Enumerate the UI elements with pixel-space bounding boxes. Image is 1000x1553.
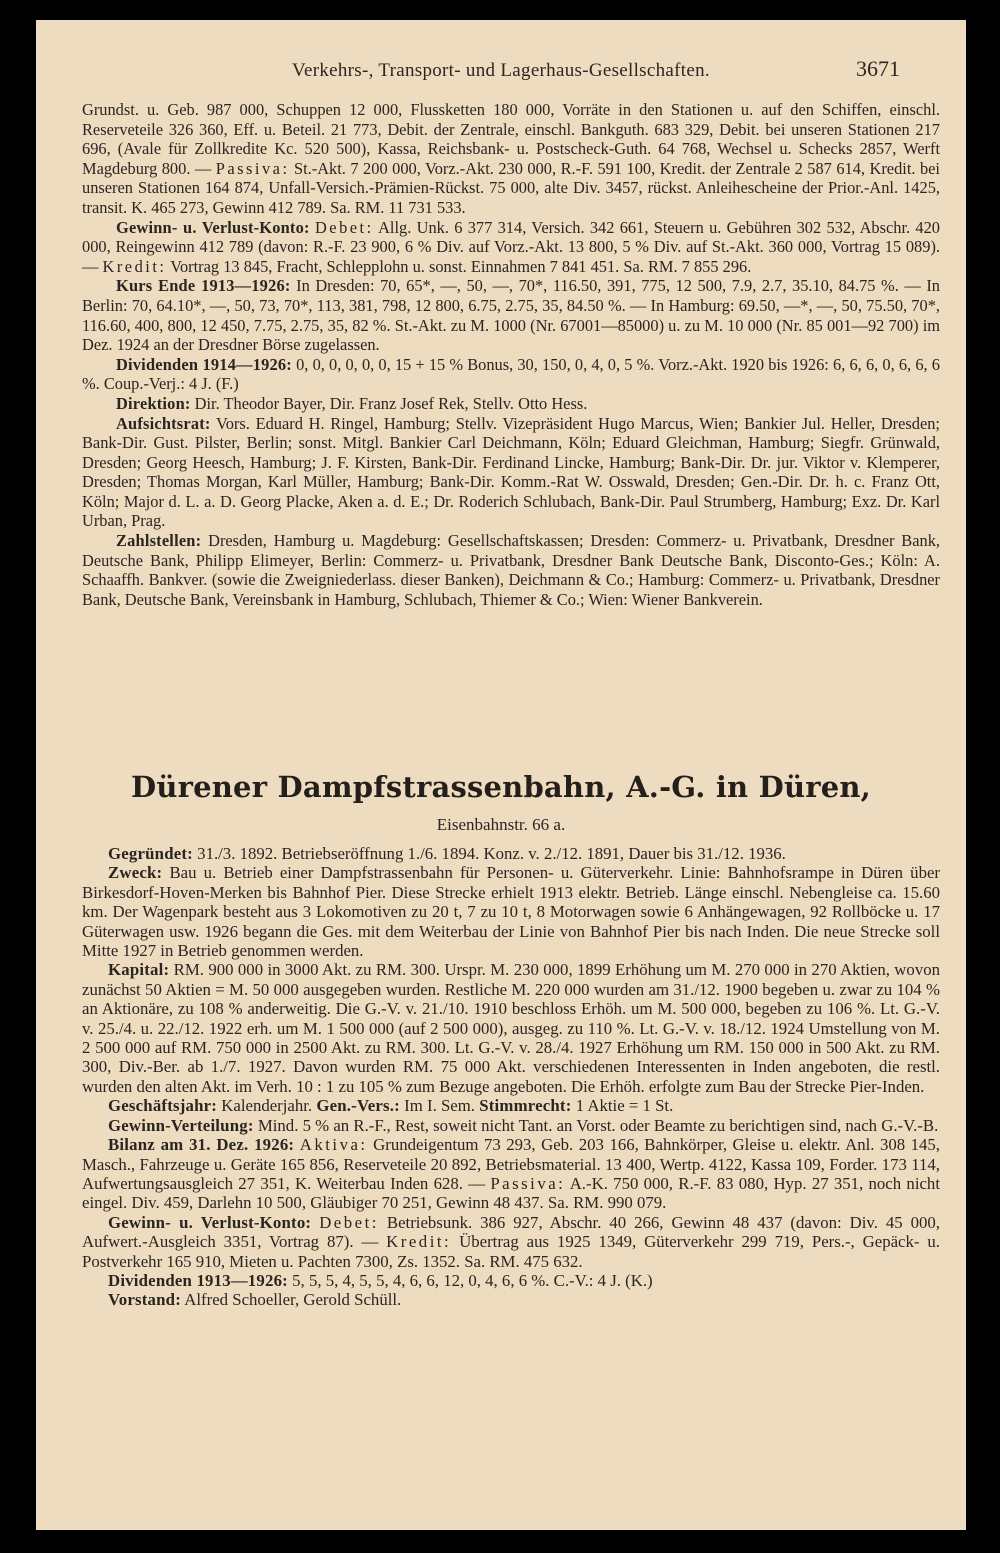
page-number: 3671 bbox=[856, 56, 900, 81]
dividends-paragraph bbox=[82, 355, 940, 394]
passiva-word: Passiva: bbox=[490, 1173, 566, 1193]
zahlstellen-paragraph bbox=[82, 531, 940, 609]
gegruendet-label: Gegründet: bbox=[108, 844, 193, 863]
voting-right-label: Stimmrecht: bbox=[479, 1096, 572, 1116]
debet-word: Debet: bbox=[319, 1212, 379, 1232]
balance-continuation-text: Grundst. u. Geb. 987 000, Schuppen 12 000, Flussketten 180 000, Vorräte in den Stationen u. auf den Schiffen, einschl. Reserveteile 326 360, Eff. u. Beteil. 21 773, Debit. der Zentrale, einschl. Bankguth. 683 329, Debit. bei unseren Stationen 217 696, (Avale für Zollkredite Kc. 520 500), Kassa, Reichsbank- u. Postscheck-Guth. 64 768, Wechsel u. Schecks 2857, Werft Magdeburg 800. — bbox=[82, 100, 940, 178]
aufsichtsrat-label: Aufsichtsrat: bbox=[116, 413, 211, 433]
passiva-word: Passiva: bbox=[215, 158, 290, 178]
balance-sheet-label: Bilanz am 31. Dez. 1926: bbox=[108, 1135, 295, 1155]
aufsichtsrat-paragraph bbox=[82, 414, 940, 532]
direktion-paragraph bbox=[82, 394, 940, 414]
fiscal-year-paragraph bbox=[82, 1096, 940, 1115]
vorstand-paragraph bbox=[82, 1290, 940, 1309]
company-address: Eisenbahnstr. 66 a. bbox=[436, 815, 566, 834]
profit-distribution-paragraph bbox=[82, 1116, 940, 1135]
general-meeting-text: Im I. Sem. bbox=[404, 1096, 475, 1116]
passiva-text: A.-K. 750 000, R.-F. 83 080, Hyp. 27 351, noch nicht eingel. Div. 459, Darlehn 10 500, Gläubiger 70 251, Gewinn 48 437. Sa. RM. 990 079. bbox=[82, 1173, 940, 1213]
profit-loss-label: Gewinn- u. Verlust-Konto: bbox=[108, 1212, 312, 1232]
page-header bbox=[36, 56, 966, 100]
kredit-text: Vortrag 13 845, Fracht, Schlepplohn u. sonst. Einnahmen 7 841 451. Sa. RM. 7 855 296. bbox=[170, 256, 752, 276]
direktion-text: Dir. Theodor Bayer, Dir. Franz Josef Rek, Stellv. Otto Hess. bbox=[194, 393, 588, 413]
balance-continuation bbox=[82, 100, 940, 218]
kredit-word: Kredit: bbox=[386, 1232, 452, 1252]
dividends-text: 5, 5, 5, 4, 5, 5, 4, 6, 6, 12, 0, 4, 6, 6 %. C.-V.: 4 J. (K.) bbox=[292, 1270, 653, 1290]
profit-loss-paragraph bbox=[82, 1213, 940, 1271]
dividends-label: Dividenden 1914—1926: bbox=[116, 354, 292, 374]
zweck-paragraph bbox=[82, 863, 940, 960]
debet-text: Allg. Unk. 6 377 314, Versich. 342 661, Steuern u. Gebühren 302 532, Abschr. 420 000, Reingewinn 412 789 (davon: R.-F. 23 900, 6 % Div. auf Vorz.-Akt. 13 800, 5 % Div. auf St.-Akt. 360 000, Vortrag 15 089). — bbox=[82, 217, 940, 276]
gegruendet-paragraph bbox=[82, 844, 940, 863]
kurs-text: In Dresden: 70, 65*, —, 50, —, 70*, 116.50, 391, 775, 12 500, 7.9, 2.7, 35.10, 84.75 %. — In Berlin: 70, 64.10*, —, 50, 73, 70*, 113, 381, 798, 12 800, 6.75, 2.75, 35, 84.50 %. — In Hamburg: 69.50, —*, —, 50, 75.50, 70*, 116.60, 400, 800, 12 450, 7.75, 2.75, 35, 82 %. St.-Akt. zu M. 1000 (Nr. 67001—85000) u. zu M. 10 000 (Nr. 85 001—92 700) im Dez. 1924 an der Dresdner Börse zugelassen. bbox=[82, 276, 940, 355]
document-page bbox=[36, 20, 966, 1530]
company-section bbox=[82, 844, 940, 1310]
kapital-text: RM. 900 000 in 3000 Akt. zu RM. 300. Urspr. M. 230 000, 1899 Erhöhung um M. 270 000 in 270 Aktien, wovon zunächst 50 Aktien = M. 50 000 ausgegeben wurden. Restliche M. 220 000 wurden am 31./12. 1900 begeben u. zwar zu 104 % an Aktionäre, zu 108 % anderweitig. Die G.-V. v. 21./10. 1910 beschloss Erhöh. um M. 500 000, begeben zu 106 %. Lt. G.-V. v. 25./4. u. 22./12. 1922 erh. um M. 1 500 000 (auf 2 500 000), ausgeg. zu 110 %. Lt. G.-V. v. 18./12. 1924 Umstellung von M. 2 500 000 auf RM. 750 000 in 2500 Akt. zu RM. 300. Lt. G.-V. v. 28./4. 1927 Erhöhung um RM. 150 000 in 500 Akt. zu RM. 300, Div.-Ber. ab 1./7. 1927. Davon wurden RM. 75 000 Akt. verschiedenen Interessenten in Inden angeboten, die restl. wurden den alten Akt. im Verh. 10 : 1 zu 105 % zum Bezuge angeboten. Die Erhöh. erfolgte zum Bau der Strecke Pier-Inden. bbox=[82, 960, 940, 1096]
kurs-paragraph bbox=[82, 276, 940, 354]
aufsichtsrat-text: Vors. Eduard H. Ringel, Hamburg; Stellv. Vizepräsident Hugo Marcus, Wien; Bankier Jul. Heller, Dresden; Bank-Dir. Gust. Pilster, Berlin; sonst. Mitgl. Bankier Carl Deichmann, Köln; Eduard Gleichman, Hamburg; Siegfr. Grünwald, Dresden; Georg Heesch, Hamburg; J. F. Kirsten, Bank-Dir. Ferdinand Lincke, Hamburg; Bank-Dir. Dr. jur. Viktor v. Klemperer, Dresden; Thomas Morgan, Karl Müller, Hamburg; Bank-Dir. Komm.-Rat W. Osswald, Dresden; Gen.-Dir. Dr. h. c. Franz Ott, Köln; Major d. L. a. D. Georg Placke, Aken a. d. E.; Dr. Roderich Schlubach, Bank-Dir. Paul Strumberg, Hamburg; Exz. Dr. Karl Urban, Prag. bbox=[82, 413, 940, 531]
profit-loss-label: Gewinn- u. Verlust-Konto: bbox=[116, 217, 310, 237]
kredit-text: Übertrag aus 1925 1349, Güterverkehr 299 719, Pers.-, Gepäck- u. Postverkehr 165 910, Mieten u. Pachten 7300, Zs. 1352. Sa. RM. 475 632. bbox=[82, 1232, 940, 1271]
vorstand-text: Alfred Schoeller, Gerold Schüll. bbox=[184, 1290, 402, 1310]
running-title: Verkehrs-, Transport- und Lagerhaus-Gesellschaften. bbox=[292, 60, 710, 81]
passiva-text: St.-Akt. 7 200 000, Vorz.-Akt. 230 000, R.-F. 591 100, Kredit. der Zentrale 2 587 614, Kredit. bei unseren Stationen 164 874, Unfall-Versich.-Prämien-Rückst. 75 000, alte Div. 3457, rückst. Anleihescheine der Prior.-Anl. 1425, transit. K. 465 273, Gewinn 412 789. Sa. RM. 11 731 533. bbox=[82, 158, 940, 217]
dividends-text: 0, 0, 0, 0, 0, 0, 15 + 15 % Bonus, 30, 150, 0, 4, 0, 5 %. Vorz.-Akt. 1920 bis 1926: 6, 6, 6, 0, 6, 6, 6 %. Coup.-Verj.: 4 J. (F.) bbox=[82, 354, 940, 394]
aktiva-text: Grundeigentum 73 293, Geb. 203 166, Bahnkörper, Gleise u. elektr. Anl. 308 145, Masch., Fahrzeuge u. Geräte 165 856, Reserveteile 20 892, Betriebsmaterial. 13 400, Wertp. 4122, Kassa 109, Forder. 173 114, Aufwertungsausgleich 27 351, K. Weiterbau Inden 628. — bbox=[82, 1135, 940, 1193]
profit-distribution-label: Gewinn-Verteilung: bbox=[108, 1115, 254, 1135]
fiscal-year-label: Geschäftsjahr: bbox=[108, 1096, 218, 1116]
kapital-label: Kapital: bbox=[108, 960, 170, 980]
fiscal-year-text: Kalenderjahr. bbox=[221, 1096, 313, 1116]
zweck-text: Bau u. Betrieb einer Dampfstrassenbahn für Personen- u. Güterverkehr. Linie: Bahnhofsrampe in Düren über Birkesdorf-Hoven-Merken bis Bahnhof Pier. Diese Strecke erhielt 1913 elektr. Betrieb. Länge einschl. Nebengleise ca. 15.60 km. Der Wagenpark besteht aus 3 Lokomotiven zu 20 t, 7 zu 10 t, 8 Motorwagen sowie 6 Anhängewagen, 92 Rollböcke u. 17 Güterwagen usw. 1926 begann die Ges. mit dem Weiterbau der Linie von Bahnhof Pier bis nach Inden. Die neue Strecke soll Mitte 1927 in Betrieb genommen werden. bbox=[82, 863, 940, 961]
balance-sheet-paragraph bbox=[82, 1135, 940, 1213]
profit-distribution-text: Mind. 5 % an R.-F., Rest, soweit nicht Tant. an Vorst. oder Beamte zu berichtigen sind, nach G.-V.-B. bbox=[257, 1115, 939, 1135]
voting-right-text: 1 Aktie = 1 St. bbox=[575, 1096, 674, 1116]
aktiva-word: Aktiva: bbox=[299, 1135, 368, 1155]
debet-word: Debet: bbox=[314, 217, 374, 237]
general-meeting-label: Gen.-Vers.: bbox=[316, 1096, 400, 1116]
previous-company-section bbox=[82, 100, 940, 609]
zweck-label: Zweck: bbox=[108, 863, 163, 883]
kapital-paragraph bbox=[82, 960, 940, 1096]
zahlstellen-text: Dresden, Hamburg u. Magdeburg: Gesellschaftskassen; Dresden: Commerz- u. Privatbank, Dresdner Bank, Deutsche Bank, Philipp Elimeyer, Berlin: Commerz- u. Privatbank, Dresdner Bank Deutsche Bank, Disconto-Ges.; Köln: A. Schaaffh. Bankver. (sowie die Zweigniederlass. dieser Banken), Deichmann & Co.; Hamburg: Commerz- u. Privatbank, Dresdner Bank, Deutsche Bank, Vereinsbank in Hamburg, Schlubach, Thiemer & Co.; Wien: Wiener Bankverein. bbox=[82, 531, 940, 609]
dividends-paragraph bbox=[82, 1271, 940, 1290]
direktion-label: Direktion: bbox=[116, 393, 191, 413]
vorstand-label: Vorstand: bbox=[108, 1290, 181, 1310]
kurs-label: Kurs Ende 1913—1926: bbox=[116, 276, 291, 296]
dividends-label: Dividenden 1913—1926: bbox=[108, 1270, 288, 1290]
debet-text: Betriebsunk. 386 927, Abschr. 40 266, Gewinn 48 437 (davon: Div. 45 000, Aufwert.-Ausgleich 3351, Vortrag 87). — bbox=[82, 1212, 940, 1252]
company-title: Dürener Dampfstrassenbahn, A.-G. in Düren, bbox=[131, 770, 871, 804]
gegruendet-text: 31./3. 1892. Betriebseröffnung 1./6. 1894. Konz. v. 2./12. 1891, Dauer bis 31./12. 1936. bbox=[197, 844, 786, 863]
zahlstellen-label: Zahlstellen: bbox=[116, 531, 202, 551]
profit-loss-paragraph bbox=[82, 218, 940, 277]
kredit-word: Kredit: bbox=[102, 256, 167, 276]
